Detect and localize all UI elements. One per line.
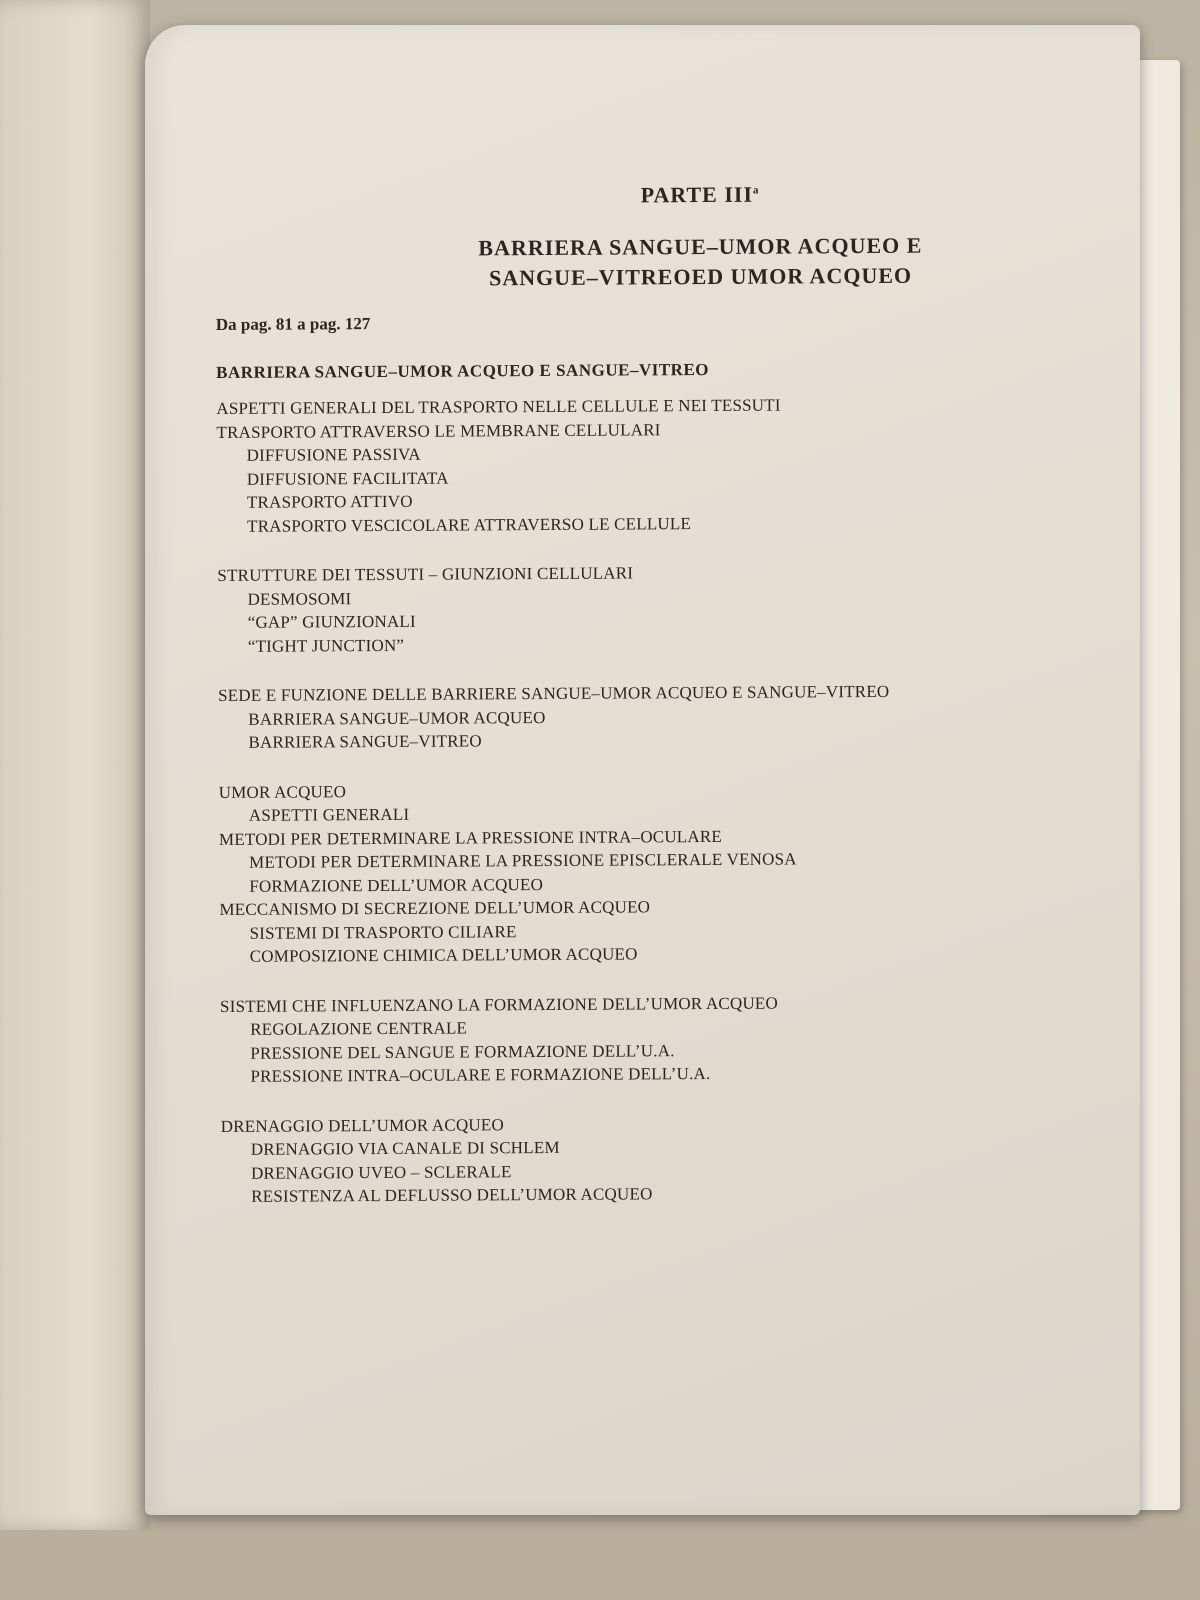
part-suffix: a — [752, 184, 760, 197]
title-line-1: BARRIERA SANGUE–UMOR ACQUEO E — [478, 232, 923, 261]
toc-subitem: REGOLAZIONE CENTRALE — [250, 1018, 468, 1039]
toc-item: SEDE E FUNZIONE DELLE BARRIERE SANGUE–UMOR ACQUEO E SANGUE–VITREO — [218, 681, 890, 705]
toc-section — [219, 775, 1100, 968]
toc-subitem: FORMAZIONE DELL’UMOR ACQUEO — [249, 874, 544, 896]
toc-subitem: DIFFUSIONE PASSIVA — [246, 444, 421, 465]
toc-item: ASPETTI GENERALI DEL TRASPORTO NELLE CELLULE E NEI TESSUTI — [216, 395, 781, 418]
page-range: Da pag. 81 a pag. 127 — [215, 314, 371, 334]
toc-subitem: PRESSIONE DEL SANGUE E FORMAZIONE DELL’U.A. — [250, 1040, 675, 1063]
toc-subitem: PRESSIONE INTRA–OCULARE E FORMAZIONE DELL’U.A. — [250, 1063, 711, 1086]
toc-item: DRENAGGIO DELL’UMOR ACQUEO — [220, 1114, 504, 1136]
toc-section — [217, 559, 1098, 658]
toc-section — [218, 679, 1098, 755]
toc-subitem: DESMOSOMI — [247, 588, 352, 609]
title-line-2: SANGUE–VITREOED UMOR ACQUEO — [488, 262, 913, 291]
toc-subitem: TRASPORTO ATTIVO — [246, 491, 413, 512]
page-title — [305, 230, 1095, 295]
part-heading — [305, 180, 1095, 211]
toc-subitem: SISTEMI DI TRASPORTO CILIARE — [249, 921, 517, 943]
toc-item: TRASPORTO ATTRAVERSO LE MEMBRANE CELLULARI — [216, 419, 661, 442]
toc-subitem: BARRIERA SANGUE–UMOR ACQUEO — [248, 707, 546, 729]
toc-subitem: RESISTENZA AL DEFLUSSO DELL’UMOR ACQUEO — [251, 1184, 653, 1206]
part-label: PARTE III — [640, 181, 754, 208]
toc-subitem: DRENAGGIO UVEO – SCLERALE — [250, 1161, 512, 1183]
toc-subitem: METODI PER DETERMINARE LA PRESSIONE EPISCLERALE VENOSA — [249, 849, 797, 872]
subheading: BARRIERA SANGUE–UMOR ACQUEO E SANGUE–VITREO — [216, 359, 710, 382]
toc-subitem: DIFFUSIONE FACILITATA — [246, 468, 449, 489]
page-content — [215, 180, 1101, 1235]
toc-item: UMOR ACQUEO — [218, 781, 347, 802]
toc-item: MECCANISMO DI SECREZIONE DELL’UMOR ACQUEO — [219, 897, 651, 919]
toc-subitem: “GAP” GIUNZIONALI — [247, 611, 416, 632]
left-page — [0, 0, 150, 1530]
document-page — [145, 25, 1140, 1515]
toc-subitem: BARRIERA SANGUE–VITREO — [248, 731, 482, 752]
toc-subitem: ASPETTI GENERALI — [248, 804, 410, 825]
toc-item: STRUTTURE DEI TESSUTI – GIUNZIONI CELLULARI — [217, 563, 634, 585]
toc-section — [221, 1109, 1102, 1208]
toc-item: METODI PER DETERMINARE LA PRESSIONE INTRA–OCULARE — [218, 826, 723, 849]
toc-sections — [216, 392, 1101, 1209]
toc-section — [220, 989, 1101, 1088]
toc-subitem: COMPOSIZIONE CHIMICA DELL’UMOR ACQUEO — [249, 944, 638, 966]
toc-subitem: DRENAGGIO VIA CANALE DI SCHLEM — [250, 1137, 560, 1159]
toc-section — [216, 392, 1097, 538]
toc-item: SISTEMI CHE INFLUENZANO LA FORMAZIONE DELL’UMOR ACQUEO — [219, 993, 779, 1016]
toc-subitem: “TIGHT JUNCTION” — [247, 635, 405, 656]
toc-subitem: TRASPORTO VESCICOLARE ATTRAVERSO LE CELLULE — [247, 513, 692, 536]
